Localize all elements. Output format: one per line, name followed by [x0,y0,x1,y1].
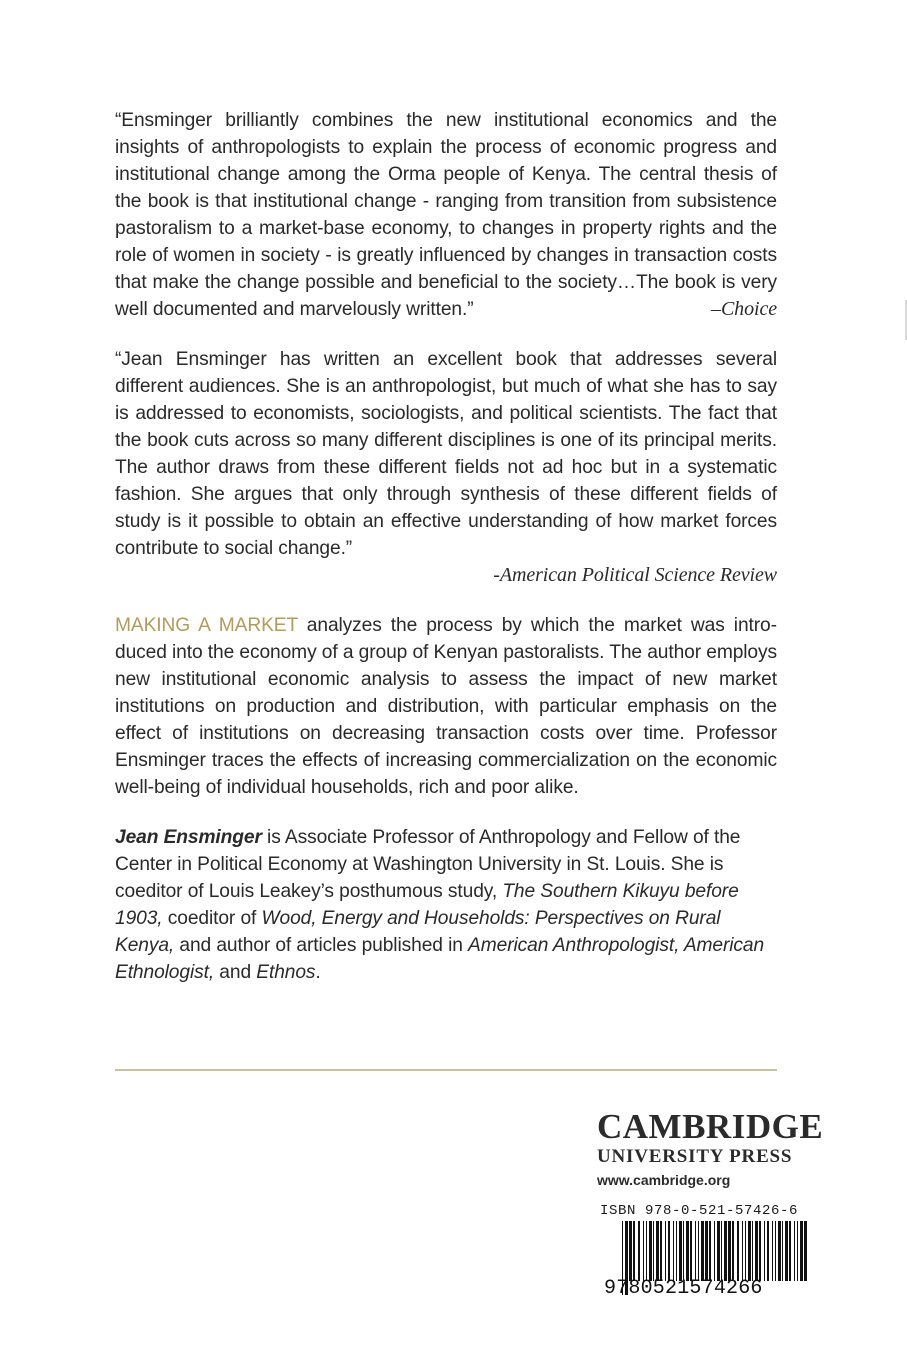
author-bio-text-3: and author of articles published in [174,935,469,956]
barcode-bar [665,1221,666,1281]
author-bio [115,824,777,986]
review-choice-source: –Choice [711,298,777,320]
barcode-bar [752,1221,753,1281]
barcode-bar [649,1221,652,1281]
isbn-label: ISBN 978-0-521-57426-6 [600,1203,799,1219]
barcode-bar [745,1221,746,1281]
barcode-bar [759,1221,761,1281]
barcode-bar [705,1221,708,1281]
barcode-bar [673,1221,674,1281]
author-bio-text-4: and [214,962,257,983]
barcode-bar [794,1221,795,1281]
publisher-name: CAMBRIDGE [597,1107,824,1146]
author-bio-journals: American Anthropologist, American Ethnologist, [115,935,765,983]
barcode-bar [724,1221,727,1281]
barcode-bar [633,1221,635,1281]
divider-rule [115,1069,777,1071]
barcode-bar [728,1221,731,1281]
review-choice-text: “Ensminger brilliantly combines the new institutional economics and the insights of anthropologists to explain the process of economic progress and institutional change among the Orma people of Kenya. The central thesis of the book is that institutional change - ranging from transition from subsistence pastoralism to a market-base economy, to changes in property rights and the role of women in society - is greatly influenced by changes in transaction costs that make the change possible and beneficial to the society…The book is very well documented and marvelously written.” [115,110,777,320]
publisher-url: www.cambridge.org [597,1172,731,1188]
barcode-bar [714,1221,715,1281]
author-bio-journal-ethnos: Ethnos [256,962,316,983]
barcode-bar [709,1221,711,1281]
author-bio-book-1: The Southern Kikuyu before 1903, [115,881,739,929]
barcode-bar [643,1221,644,1281]
review-apsr [115,346,777,589]
cover-text [115,107,777,1009]
barcode-bar [646,1221,647,1281]
author-bio-text-1: is Associate Professor of Anthropology and Fellow of the Center in Political Economy at Washington University in St. Louis. She is coeditor of Louis Leakey’s posthumous study, [115,827,741,902]
barcode-bar [676,1221,677,1281]
barcode-bar [755,1221,758,1281]
publisher-logo [597,1108,837,1192]
barcode-bar [748,1221,751,1281]
barcode-bar [785,1221,788,1281]
barcode-bar [695,1221,696,1281]
barcode-bar [764,1221,765,1281]
barcode-bar [660,1221,662,1281]
author-bio-text-5: . [315,962,321,983]
barcode-bar [683,1221,684,1281]
book-title: MAKING A MARKET [115,615,298,636]
barcode-bar [679,1221,682,1281]
barcode-bar [653,1221,654,1281]
book-description [115,612,777,801]
barcode-bar [797,1221,798,1281]
barcode-bar [701,1221,704,1281]
publisher-subname: UNIVERSITY PRESS [597,1146,793,1167]
barcode-bar [698,1221,699,1281]
barcode-bar [732,1221,734,1281]
review-apsr-source: -American Political Science Review [493,564,777,586]
barcode-bar [804,1221,807,1281]
barcode-bar [782,1221,783,1281]
barcode-bar [737,1221,739,1281]
barcode-number: 9780521574266 [604,1277,763,1300]
barcode-bar [778,1221,781,1281]
review-choice [115,107,777,323]
barcode-bar [690,1221,692,1281]
barcode-bar [789,1221,791,1281]
author-bio-text-2: coeditor of [162,908,262,929]
barcode-bar [717,1221,720,1281]
barcode-bar [767,1221,769,1281]
barcode-bar [742,1221,743,1281]
author-name: Jean Ensminger [115,827,262,848]
barcode-bar [775,1221,776,1281]
barcode-bar [721,1221,722,1281]
barcode-bar [638,1221,640,1281]
barcode-bar [629,1221,632,1281]
author-bio-book-2: Wood, Energy and Households: Perspectives on Rural Kenya, [115,908,721,956]
barcode-bar [656,1221,659,1281]
barcode [600,1203,810,1298]
barcode-bar [772,1221,773,1281]
barcode-bar [668,1221,670,1281]
barcode-bar [800,1221,803,1281]
book-description-text: analyzes the process by which the market was introduced into the economy of a group of Kenyan pastoralists. The author employs new institutional economic analysis to assess the impact of new market institutions on production and distribution, with particular emphasis on the effect of institutions on decreasing transaction costs over time. Professor Ensminger traces the effects of increasing commercialization on the economic well-being of individual households, rich and poor alike. [115,615,778,798]
barcode-bar [686,1221,689,1281]
review-apsr-text: “Jean Ensminger has written an excellent book that addresses several different audiences. She is an anthropologist, but much of what she has to say is addressed to economists, sociologists, and political scientists. The fact that the book cuts across so many different disciplines is one of its principal merits. The author draws from these different fields not ad hoc but in a systematic fashion. She argues that only through synthesis of these different fields of study is it possible to obtain an effective understanding of how market forces contribute to social change.” [115,349,777,559]
